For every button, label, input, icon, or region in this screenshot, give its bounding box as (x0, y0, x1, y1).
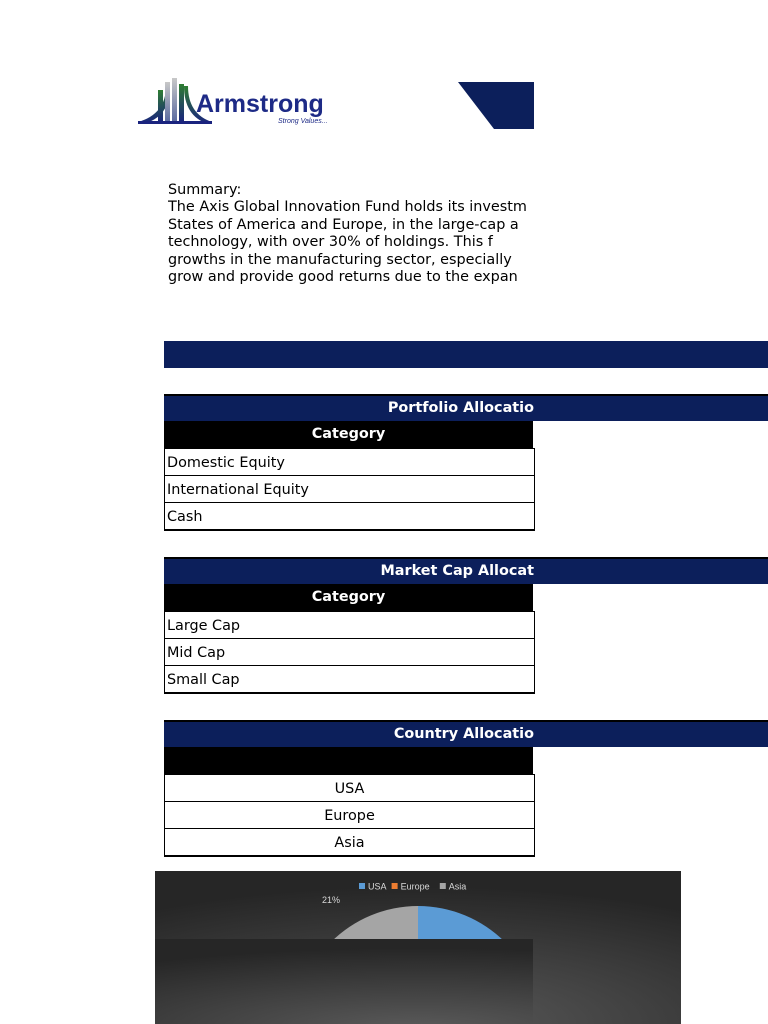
header-decoration (458, 82, 534, 129)
table-row: Asia (164, 829, 535, 857)
summary-line: growths in the manufacturing sector, especially (168, 251, 512, 268)
column-header: Category (164, 584, 533, 611)
legend-swatch-europe (392, 883, 398, 889)
legend-label-asia: Asia (448, 881, 467, 892)
table-title-bar (164, 557, 768, 584)
summary-line: States of America and Europe, in the large-cap a (168, 216, 519, 233)
table-title: Country Allocatio (393, 726, 534, 742)
legend-label-europe: Europe (400, 881, 430, 892)
summary-line: grow and provide good returns due to the expan (168, 269, 518, 286)
summary-line: The Axis Global Innovation Fund holds its investm (168, 199, 527, 216)
legend-swatch-usa (359, 883, 365, 889)
legend-swatch-asia (440, 883, 446, 889)
table-row: Cash (164, 503, 535, 531)
table-row: Domestic Equity (164, 448, 535, 476)
table-row: International Equity (164, 476, 535, 503)
data-label-asia: 21% (322, 895, 341, 905)
portfolio-allocation-table (164, 394, 768, 531)
logo-wordmark: Armstrong (196, 90, 324, 118)
table-row: USA (164, 774, 535, 802)
country-allocation-chart (155, 871, 681, 1024)
table-row: Large Cap (164, 611, 535, 639)
table-title-bar (164, 394, 768, 421)
table-title: Portfolio Allocatio (387, 400, 534, 416)
table-row: Europe (164, 802, 535, 829)
summary-block (168, 182, 534, 294)
column-header: Category (164, 421, 533, 448)
market-cap-allocation-table (164, 557, 768, 694)
summary-line: technology, with over 30% of holdings. This f (168, 234, 493, 251)
table-title: Market Cap Allocat (380, 563, 534, 579)
chart-legend (359, 882, 466, 892)
logo-tagline: Strong Values... (278, 118, 328, 125)
table-title-bar (164, 720, 768, 747)
section-bar (164, 341, 768, 368)
table-row: Mid Cap (164, 639, 535, 666)
summary-heading: Summary: (168, 182, 242, 198)
table-row: Small Cap (164, 666, 535, 694)
column-header (164, 747, 533, 774)
legend-label-usa: USA (368, 881, 387, 892)
country-allocation-table (164, 720, 768, 857)
